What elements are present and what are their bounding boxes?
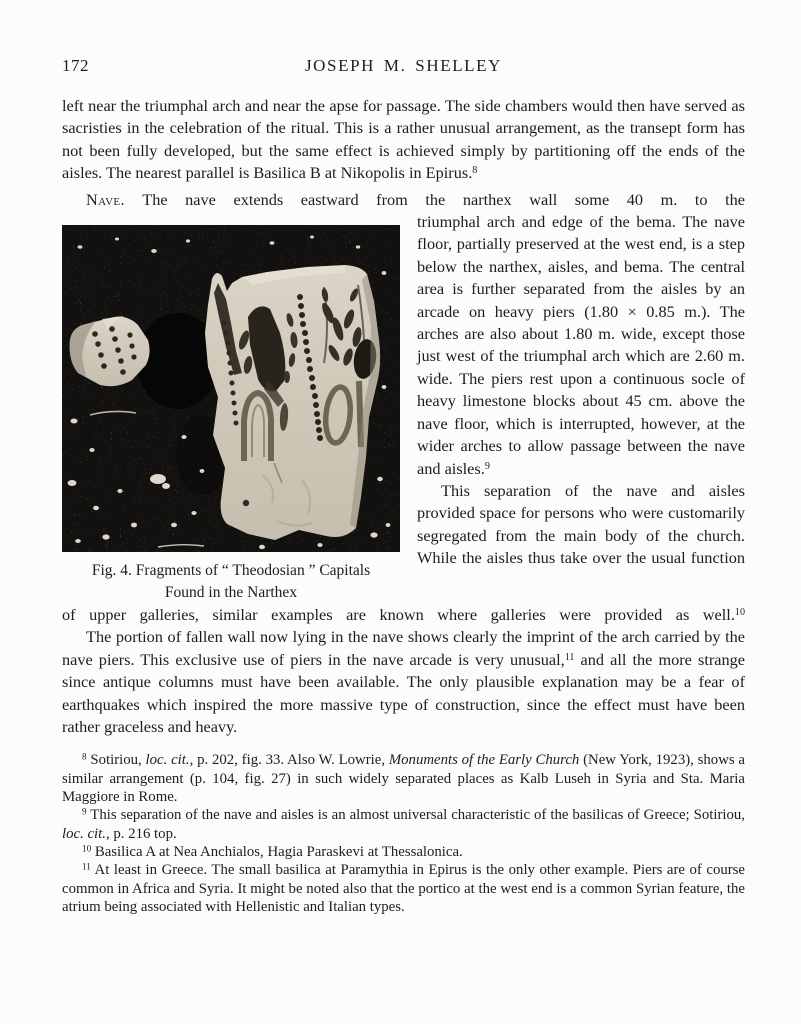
footnotes xyxy=(62,751,745,936)
capital-fragments-photo-svg xyxy=(62,225,400,552)
figure-and-text-row xyxy=(62,211,745,604)
figure-caption xyxy=(62,560,400,604)
fallen-wall-paragraph: The portion of fallen wall now lying in the nave shows clearly the imprint of the arch carried by the nave piers. This exclusive use of piers in the nave arcade is very unusual,$^{11}$ and all the more strange since antique columns must have been available. The only plausible explanation may be a fear of earthquakes which inspired the more massive type of construction, since the effect must have been rather graceless and heavy. xyxy=(62,627,745,737)
separation-paragraph-end: of upper galleries, similar examples are known where galleries were provided as well.$^{10}$ xyxy=(62,605,745,625)
wrapped-text-column xyxy=(417,211,745,570)
footnote-10: $^{10}$ Basilica A at Nea Anchialos, Hagia Paraskevi at Thessalonica. xyxy=(82,843,463,860)
footnote-11: $^{11}$ At least in Greece. The small basilica at Paramythia in Epirus is the only other example. Piers are of course common in Africa and Syria. It might be noted also that the portico at the west end is a common Syrian feature, the atrium being associated with Hellenistic and Italian types. xyxy=(62,861,745,915)
running-head-author: JOSEPH M. SHELLEY xyxy=(304,56,503,75)
footnote-9: $^9$ This separation of the nave and aisles is an almost universal characteristic of the basilicas of Greece; Sotiriou, loc. cit., p. 216 top. xyxy=(62,806,745,842)
figure-caption-line2: Found in the Narthex xyxy=(164,584,298,602)
running-header xyxy=(62,56,745,76)
paragraph-continuation: left near the triumphal arch and near the apse for passage. The side chambers would then have served as sacristies in the celebration of the ritual. This is a rather unusual arrangement, as the transept form has not been fully developed, but the same effect is achieved simply by partitioning off the ends of the aisles. The nearest parallel is Basilica B at Nikopolis in Epirus.$^8$ xyxy=(62,96,745,183)
figure-caption-line1: Fig. 4. Fragments of “ Theodosian ” Capitals xyxy=(91,562,371,580)
separation-paragraph-start: This separation of the nave and aisles provided space for persons who were customarily segregated from the main body of the church. While the aisles thus take over the usual function xyxy=(417,480,745,568)
nave-paragraph-lead: Nave. The nave extends eastward from the narthex wall some 40 m. to the xyxy=(86,189,745,209)
figure-4 xyxy=(62,225,400,604)
figure-photo xyxy=(62,225,400,552)
footnote-8: $^8$ Sotiriou, loc. cit., p. 202, fig. 33. Also W. Lowrie, Monuments of the Early Church (New York, 1923), shows a similar arrangement (p. 104, fig. 27) in such widely separated places as Kalb Luseh in Syria and Sta. Maria Maggiore in Rome. xyxy=(62,751,745,806)
page-number: 172 xyxy=(62,56,89,75)
nave-paragraph-continued: triumphal arch and edge of the bema. The nave floor, partially preserved at the west end, is a step below the narthex, aisles, and bema. The central area is further separated from the aisles by an arcade on heavy piers (1.80 × 0.85 m.). The arches are also about 1.80 m. wide, except those just west of the triumphal arch which are 2.60 m. wide. The piers rest upon a continuous socle of heavy limestone blocks about 45 cm. above the nave floor, which is interrupted, however, at the wider arches to allow passage between the nave and aisles.$^9$ xyxy=(417,212,745,478)
